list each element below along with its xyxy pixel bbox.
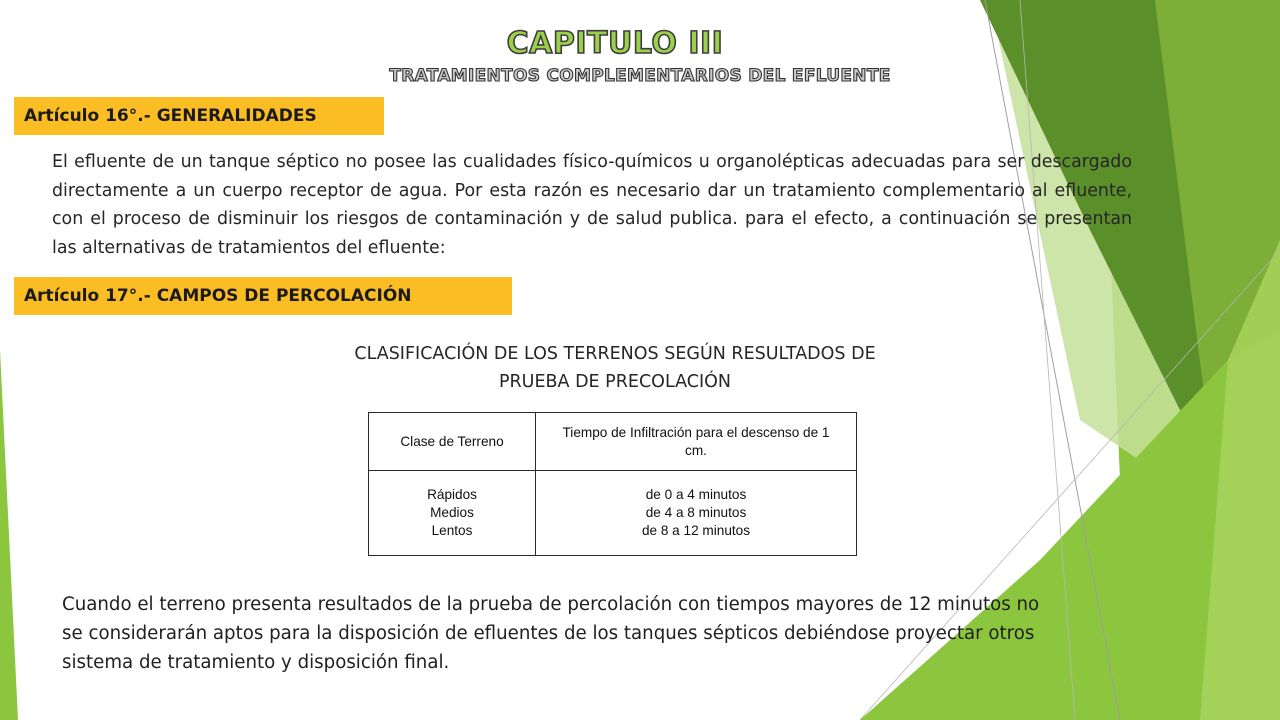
header-tiempo-line-1: Tiempo de Infiltración para el descenso de 1	[562, 424, 830, 440]
body-cell-tiempo	[536, 471, 857, 556]
table-title-line-2: PRUEBA DE PRECOLACIÓN	[498, 372, 732, 392]
header-cell-clase: Clase de Terreno	[369, 413, 536, 471]
header-tiempo-line-2: cm.	[685, 442, 707, 458]
body-cell-clase	[369, 471, 536, 556]
tiempo-rapidos: de 0 a 4 minutos	[645, 487, 747, 502]
article-16-body: El efluente de un tanque séptico no posee las cualidades físico-químicos u organolépticas adecuadas para ser descargado directamente a un cuerpo receptor de agua. Por esta razón es necesario dar un tratamiento complementario al efluente, con el proceso de disminuir los riesgos de contaminación y de salud publica. para el efecto, a continuación se presentan las alternativas de tratamientos del efluente:	[52, 152, 1132, 258]
header-cell-tiempo	[536, 413, 857, 471]
soil-classification-table	[368, 412, 857, 556]
clase-medios: Medios	[430, 505, 474, 520]
tiempo-medios: de 4 a 8 minutos	[645, 505, 747, 520]
table-header-row	[369, 413, 857, 471]
table-title-line-1: CLASIFICACIÓN DE LOS TERRENOS SEGÚN RESULTADOS DE	[354, 344, 876, 364]
chapter-title: CAPITULO III	[506, 26, 724, 61]
chapter-subtitle: TRATAMIENTOS COMPLEMENTARIOS DEL EFLUENTE	[389, 66, 891, 86]
clase-rapidos: Rápidos	[427, 487, 477, 502]
tiempo-lentos: de 8 a 12 minutos	[641, 523, 751, 538]
table-body-row	[369, 471, 857, 556]
table-title	[290, 340, 940, 396]
clase-lentos: Lentos	[431, 523, 473, 538]
article-16-heading: Artículo 16°.- GENERALIDADES	[14, 97, 384, 135]
article-17-heading: Artículo 17°.- CAMPOS DE PERCOLACIÓN	[14, 277, 512, 315]
green-facet-left	[0, 350, 18, 720]
article-17-footer-text: Cuando el terreno presenta resultados de la prueba de percolación con tiempos mayores de 12 minutos no se considerarán aptos para la disposición de efluentes de los tanques sépticos debiéndose proyectar otros sistema de tratamiento y disposición final.	[62, 594, 1040, 673]
